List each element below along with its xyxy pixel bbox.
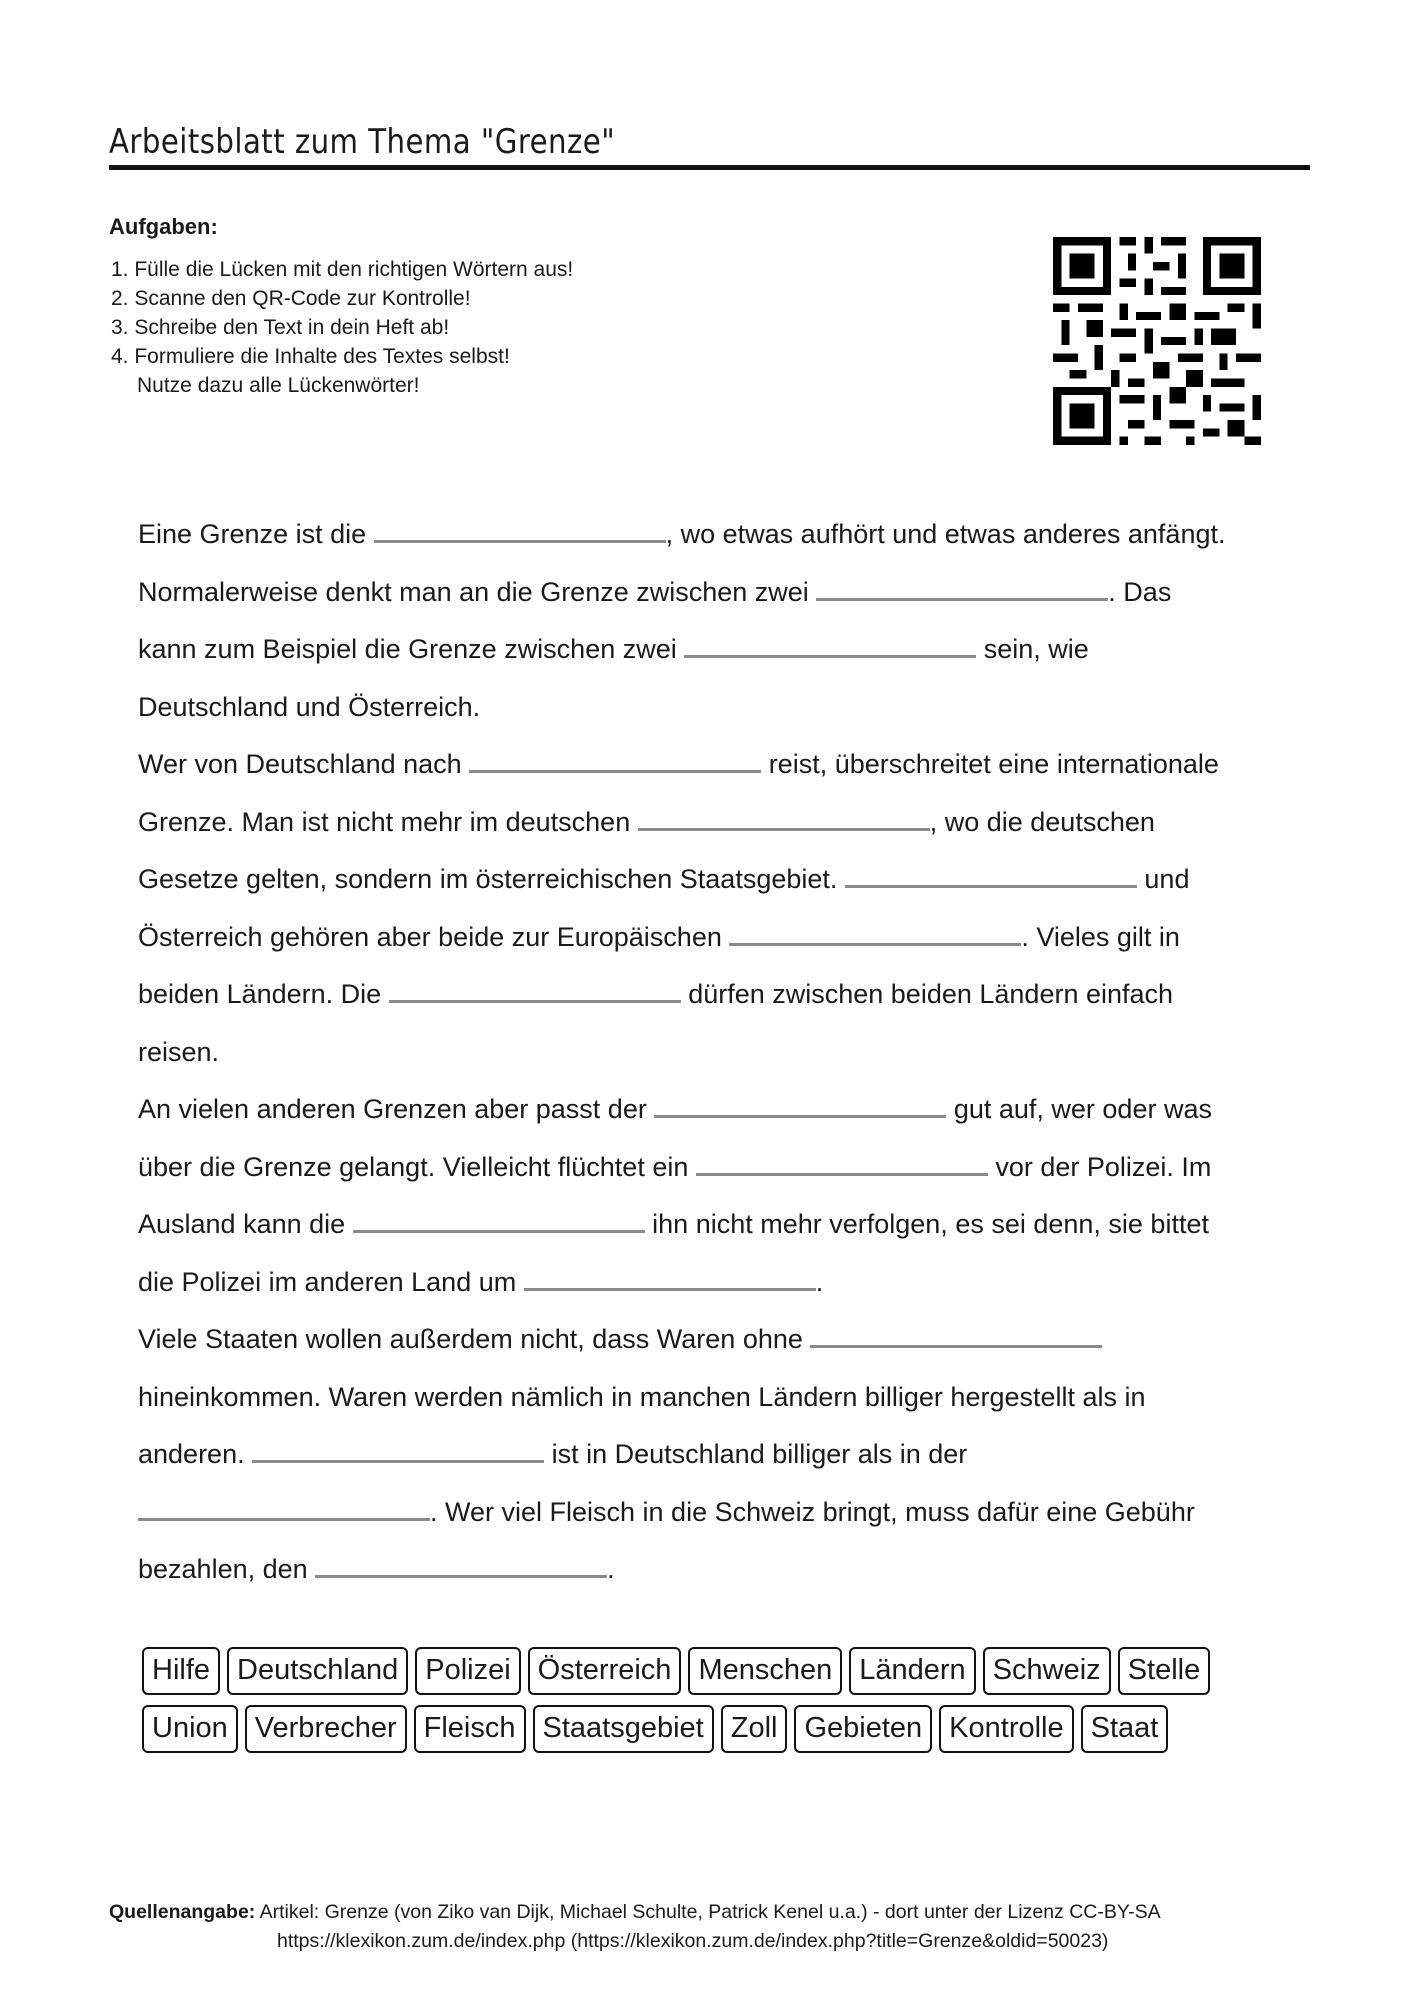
- passage-line: [138, 1087, 1298, 1145]
- tasks-heading: Aufgaben:: [109, 214, 218, 239]
- blank-gap[interactable]: [374, 514, 666, 543]
- passage-text: kann zum Beispiel die Grenze zwischen zwei: [138, 634, 685, 664]
- passage-text: An vielen anderen Grenzen aber passt der: [138, 1094, 655, 1124]
- word-chip[interactable]: Ländern: [849, 1647, 975, 1695]
- blank-gap[interactable]: [810, 1319, 1102, 1348]
- passage-text: reisen.: [138, 1036, 220, 1067]
- passage-text: . Das: [1108, 576, 1172, 607]
- blank-gap[interactable]: [654, 1089, 946, 1118]
- word-chip[interactable]: Union: [142, 1705, 238, 1753]
- passage-text: Wer von Deutschland nach: [138, 749, 470, 779]
- passage-text: die Polizei im anderen Land um: [138, 1266, 524, 1297]
- word-chip[interactable]: Kontrolle: [939, 1705, 1073, 1753]
- blank-gap[interactable]: [138, 1492, 430, 1521]
- task-list: [111, 255, 573, 400]
- passage-text: vor der Polizei. Im: [987, 1151, 1212, 1182]
- passage-line: [138, 1202, 1298, 1260]
- blank-gap[interactable]: [315, 1549, 607, 1578]
- passage-line: [138, 1145, 1298, 1203]
- blank-gap[interactable]: [729, 917, 1021, 946]
- passage-text: Viele Staaten wollen außerdem nicht, dass Waren ohne: [138, 1324, 811, 1354]
- passage-line: [138, 742, 1298, 800]
- passage-text: beiden Ländern. Die: [138, 979, 389, 1009]
- word-bank: [142, 1647, 1217, 1763]
- word-chip[interactable]: Menschen: [688, 1647, 842, 1695]
- passage-text: . Vieles gilt in: [1021, 921, 1180, 952]
- word-chip[interactable]: Schweiz: [983, 1647, 1111, 1695]
- word-chip[interactable]: Fleisch: [414, 1705, 526, 1753]
- blank-gap[interactable]: [845, 859, 1137, 888]
- passage-text: , wo etwas aufhört und etwas anderes anfängt.: [665, 519, 1226, 549]
- word-chip[interactable]: Staatsgebiet: [533, 1705, 714, 1753]
- blank-gap[interactable]: [638, 802, 930, 831]
- qr-code-icon: [1053, 237, 1261, 445]
- passage-text: bezahlen, den: [138, 1554, 316, 1584]
- word-chip[interactable]: Zoll: [721, 1705, 788, 1753]
- blank-gap[interactable]: [696, 1147, 988, 1176]
- blank-gap[interactable]: [469, 744, 761, 773]
- task-item: 2. Scanne den QR-Code zur Kontrolle!: [111, 287, 471, 310]
- passage-text: über die Grenze gelangt. Vielleicht flüchtet ein: [138, 1151, 696, 1182]
- passage-text: ihn nicht mehr verfolgen, es sei denn, sie bittet: [644, 1209, 1209, 1239]
- passage-text: ist in Deutschland billiger als in der: [544, 1439, 968, 1469]
- task-item: 3. Schreibe den Text in dein Heft ab!: [111, 316, 450, 339]
- passage-text: Deutschland und Österreich.: [138, 691, 481, 722]
- passage-text: .: [815, 1266, 824, 1297]
- passage-text: .: [607, 1554, 615, 1584]
- passage-line: [138, 1317, 1298, 1375]
- source-text: Artikel: Grenze (von Ziko van Dijk, Michael Schulte, Patrick Kenel u.a.) - dort unter der Lizenz CC-BY-SA: [255, 1901, 1161, 1923]
- passage-text: Grenze. Man ist nicht mehr im deutschen: [138, 806, 638, 837]
- word-chip[interactable]: Staat: [1081, 1705, 1169, 1753]
- passage-line: [138, 915, 1298, 973]
- word-chip[interactable]: Polizei: [415, 1647, 520, 1695]
- passage-line: [138, 512, 1298, 570]
- worksheet-title: Arbeitsblatt zum Thema "Grenze": [109, 122, 616, 162]
- passage-line: [138, 800, 1298, 858]
- passage-text: und: [1136, 864, 1190, 894]
- word-bank-row: [142, 1705, 1217, 1763]
- passage-text: hineinkommen. Waren werden nämlich in manchen Ländern billiger hergestellt als in: [138, 1381, 1146, 1412]
- source-label: Quellenangabe:: [109, 1901, 256, 1923]
- passage-line: [138, 1375, 1298, 1433]
- passage-text: Österreich gehören aber beide zur Europäischen: [138, 921, 730, 952]
- cloze-passage: [138, 512, 1298, 1605]
- title-rule: [109, 165, 1310, 170]
- blank-gap[interactable]: [389, 974, 681, 1003]
- passage-line: [138, 627, 1298, 685]
- blank-gap[interactable]: [524, 1262, 816, 1291]
- passage-text: . Wer viel Fleisch in die Schweiz bringt, muss dafür eine Gebühr: [430, 1496, 1195, 1527]
- task-item: Nutze dazu alle Lückenwörter!: [137, 374, 420, 397]
- source-note: [109, 1898, 1161, 1956]
- word-chip[interactable]: Hilfe: [142, 1647, 220, 1695]
- task-item: 1. Fülle die Lücken mit den richtigen Wörtern aus!: [111, 258, 574, 281]
- blank-gap[interactable]: [684, 629, 976, 658]
- passage-text: dürfen zwischen beiden Ländern einfach: [680, 979, 1174, 1009]
- passage-line: [138, 570, 1298, 628]
- passage-text: reist, überschreitet eine internationale: [761, 749, 1219, 779]
- passage-line: [138, 1030, 1298, 1088]
- source-url: https://klexikon.zum.de/index.php (https://klexikon.zum.de/index.php?title=Grenze&oldid=50023): [277, 1930, 1109, 1952]
- passage-text: , wo die deutschen: [929, 806, 1155, 837]
- blank-gap[interactable]: [816, 572, 1108, 601]
- passage-text: Normalerweise denkt man an die Grenze zwischen zwei: [138, 576, 817, 607]
- word-chip[interactable]: Verbrecher: [245, 1705, 407, 1753]
- word-chip[interactable]: Österreich: [528, 1647, 682, 1695]
- passage-line: [138, 1547, 1298, 1605]
- word-chip[interactable]: Stelle: [1118, 1647, 1211, 1695]
- word-chip[interactable]: Gebieten: [794, 1705, 932, 1753]
- blank-gap[interactable]: [353, 1204, 645, 1233]
- task-item: 4. Formuliere die Inhalte des Textes selbst!: [111, 345, 510, 368]
- word-bank-row: [142, 1647, 1217, 1705]
- passage-text: Ausland kann die: [138, 1209, 353, 1239]
- passage-line: [138, 1490, 1298, 1548]
- blank-gap[interactable]: [252, 1434, 544, 1463]
- passage-line: [138, 857, 1298, 915]
- passage-line: [138, 972, 1298, 1030]
- passage-text: sein, wie: [976, 634, 1089, 664]
- passage-text: Eine Grenze ist die: [138, 519, 374, 549]
- passage-line: [138, 1260, 1298, 1318]
- passage-text: Gesetze gelten, sondern im österreichischen Staatsgebiet.: [138, 864, 845, 894]
- passage-line: [138, 1432, 1298, 1490]
- word-chip[interactable]: Deutschland: [227, 1647, 408, 1695]
- passage-text: anderen.: [138, 1439, 253, 1469]
- passage-text: gut auf, wer oder was: [946, 1094, 1212, 1124]
- passage-line: [138, 685, 1298, 743]
